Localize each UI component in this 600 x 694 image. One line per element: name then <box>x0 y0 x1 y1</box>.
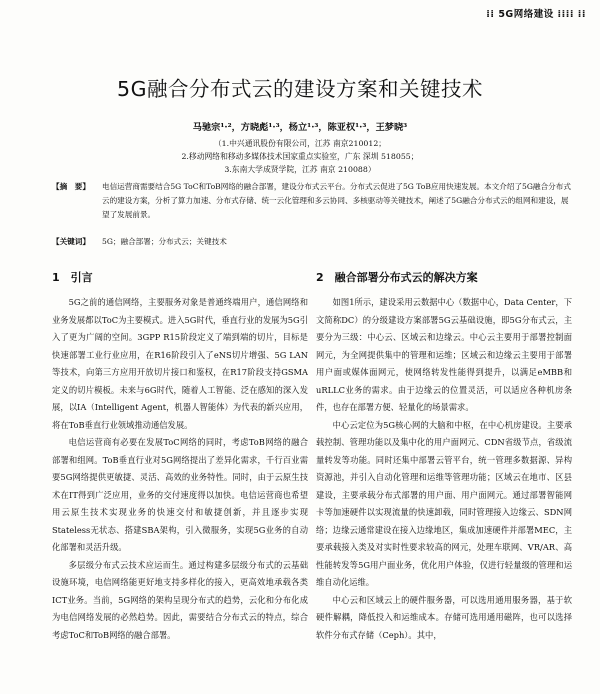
abstract-label: 【摘 要】 <box>52 182 90 191</box>
left-column <box>52 269 308 694</box>
section-2-body <box>316 294 572 694</box>
affiliation-1: （1.中兴通讯股份有限公司，江苏 南京210012； <box>213 139 387 148</box>
paragraph: 中心云定位为5G核心网的大脑和中枢，在中心机房建设。主要承载控制、管理功能以及集中化的用户面网元、CDN省级节点，省级流量转发等功能。同时还集中部署云管平台，统一管理多数据源、异构资源池，并引入自动化管理和运维等管理功能；区域云在地市、区县建设，主要承载分布式部署的用户面、用户面网元。通过部署智能网卡等加速硬件以实现流量的快速卸载，同时管理接入边缘云、SDN网络；边缘云通常建设在接入边缘地区，集成加速硬件并部署MEC，主要承载接入类及对实时性要求较高的网元，处理车联网、VR/AR、高性能转发等5G用户面业务，优化用户体验，仅进行轻量级的管理和运维自动化运维。 <box>316 419 572 587</box>
paragraph: 如图1所示，建设采用云数据中心（数据中心，Data Center，下文简称DC）的分级建设方案部署5G云基础设施，即5G分布式云，主要分为三级：中心云、区域云和边缘云。中心云主要用于部署控制面网元，为全网提供集中的管理和运维；区域云和边缘云主要用于部署用户面或媒体面网元，使网络转发性能得到提升，以满足eMBB和uRLLC业务的需求。由于边缘云的位置灵活，可以适应各种机房条件，也存在部署方便、轻量化的场景需求。 <box>316 297 572 412</box>
keywords-text: 5G；融合部署；分布式云；关键技术 <box>102 237 227 246</box>
section-1-body <box>52 294 308 694</box>
affiliation-3: 3.东南大学成贤学院，江苏 南京 210088） <box>224 165 376 174</box>
keywords <box>52 236 572 247</box>
author-list: 马驰宗¹·²，方晓彪¹·³，杨立¹·³，陈亚权¹·³，王梦晓³ <box>192 122 408 133</box>
affiliation-2: 2.移动网络和移动多媒体技术国家重点实验室，广东 深圳 518055； <box>181 152 419 161</box>
paragraph: 多层级分布式云技术应运而生。通过构建多层级分布式的云基础设施环境，电信网络能更好地支持多样化的接入，更高效地承载各类ICT业务。当前，5G网络的架构呈现分布式的趋势，云化和分布化成为电信网络发展的必然趋势。因此，需要结合分布式云的特点，综合考虑ToC和ToB网络的融合部署。 <box>52 559 308 640</box>
section-1-heading: 1 引言 <box>52 271 93 284</box>
section-2-heading: 2 融合部署分布式云的解决方案 <box>316 271 478 284</box>
abstract-text: 电信运营商需要结合5G ToC和ToB网络的融合部署，建设分布式云平台。分布式云促进了5G ToB应用快速发展。本文介绍了5G融合分布式云的建设方案，分析了算力加速、分布式存储、统一云化管理和多云协同、多核驱动等关键技术，阐述了5G融合分布式云的组网和建设，展望了发展前景。 <box>102 182 571 220</box>
keywords-label: 【关键词】 <box>52 237 90 246</box>
paper-title: 5G融合分布式云的建设方案和关键技术 <box>117 77 483 101</box>
right-column <box>316 269 572 694</box>
paragraph: 5G之前的通信网络，主要服务对象是普通终端用户，通信网络和业务发展都以ToC为主要模式。进入5G时代，垂直行业的发展为5G引入了更为广阔的空间。3GPP R15阶段定义了端到端的切片，目标是快速部署工业行业应用，在R16阶段引入了eNS切片增强、5G LAN等技术，向第三方应用开放切片接口和鉴权，在R17阶段支持GSMA定义的切片模板。未来与6G时代，随着人工智能、泛在感知的深入发展，以IA（Intelligent Agent，机器人智能体）为代表的新兴应用，将在ToB垂直行业领域推动通信发展。 <box>52 297 308 430</box>
paragraph: 电信运营商有必要在发展ToC网络的同时，考虑ToB网络的融合部署和组网。ToB垂直行业对5G网络提出了差异化需求，千行百业需要5G网络提供更敏捷、灵活、高效的业务特性。同时，由于云原生技术在IT得到广泛应用，业务的交付速度得以加快。电信运营商也希望用云原生技术实现业务的快速交付和敏捷创新，并且逐步实现Stateless无状态、搭建SBA架构，引入微服务，实现5G业务的自动化部署和灵活升级。 <box>52 437 308 552</box>
abstract <box>52 180 572 223</box>
paragraph: 中心云和区域云上的硬件服务器，可以选用通用服务器，基于软硬件解耦，降低投入和运维成本。存储可选用通用磁阵，也可以选择软件分布式存储（Ceph）。其中， <box>316 594 572 640</box>
journal-header: ⁞⁞ 5G网络建设 ⁞⁞⁞⁞ ⁞⁞ <box>486 9 586 20</box>
